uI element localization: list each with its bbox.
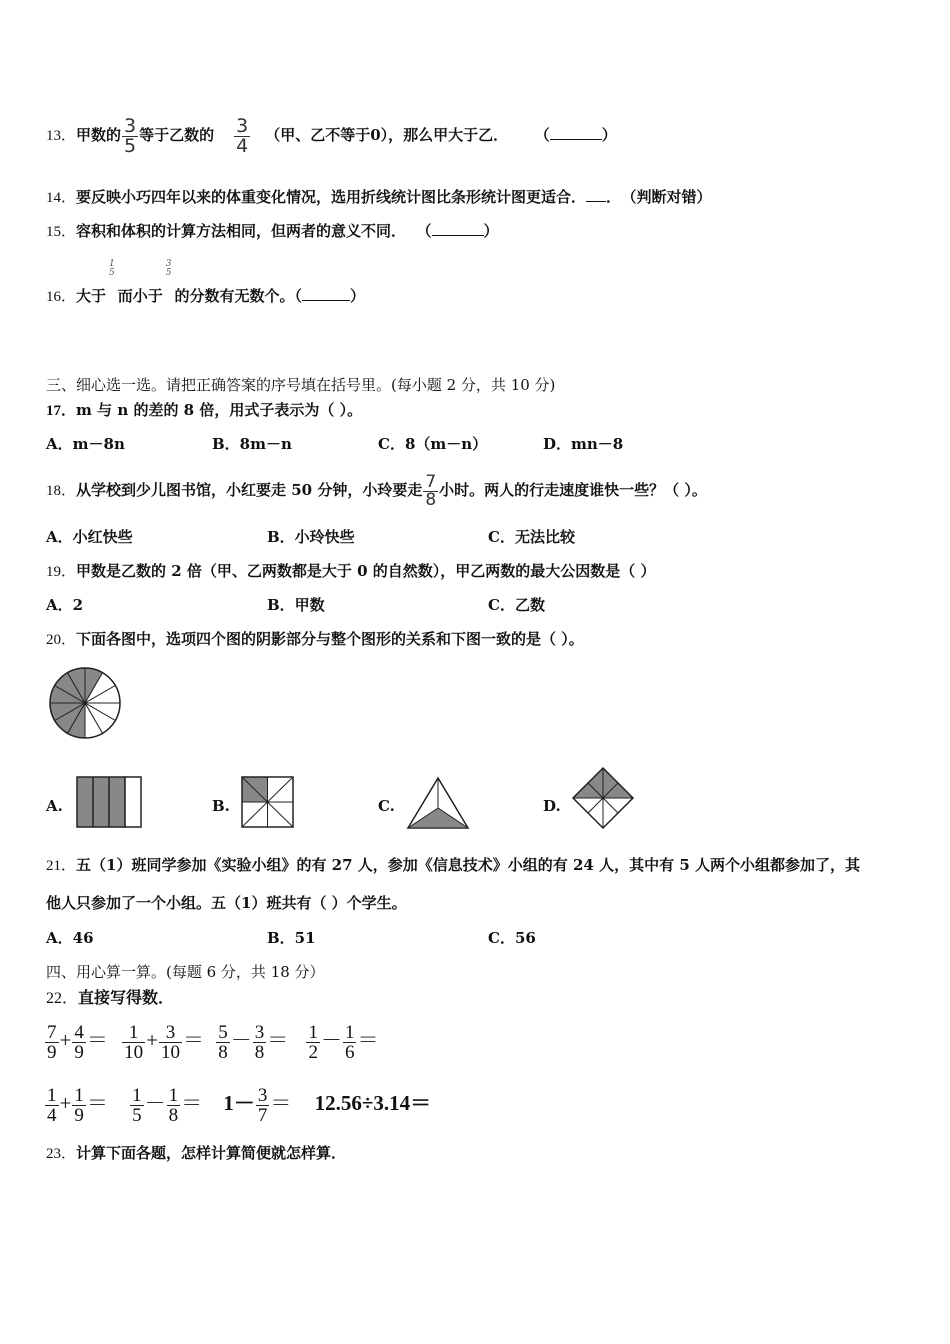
calc-item-1: $\frac{7}{9}$ + $\frac{4}{9}$ ＝ xyxy=(47,1021,108,1063)
option-c-figure[interactable] xyxy=(406,776,470,830)
option-a[interactable]: A．46 xyxy=(46,929,94,947)
option-a-figure[interactable] xyxy=(76,776,144,828)
option-a[interactable]: A．m－8n xyxy=(46,435,125,453)
answer-blank[interactable] xyxy=(432,235,484,236)
reference-circle-figure xyxy=(48,666,122,740)
fraction: $\frac{3}{5}$ xyxy=(124,114,137,157)
option-b-figure[interactable] xyxy=(241,776,295,828)
question-number: 13． xyxy=(46,128,77,144)
calc-item-2: $\frac{1}{10}$ + $\frac{3}{10}$ ＝ xyxy=(124,1021,204,1063)
question-number: 23． xyxy=(46,1146,77,1162)
question-18: 18．从学校到少儿图书馆，小红要走 50 分钟，小玲要走 $\frac{7}{8}$ 小时。两人的行走速度谁快一些？（ ）。 xyxy=(46,471,707,510)
option-b[interactable]: B．小玲快些 xyxy=(267,528,355,546)
answer-blank[interactable] xyxy=(302,300,350,301)
calc-item-4: $\frac{1}{2}$ － $\frac{1}{6}$ ＝ xyxy=(308,1021,379,1063)
option-c[interactable]: C. xyxy=(378,797,395,815)
option-a[interactable]: A．小红快些 xyxy=(46,528,133,546)
section-3-heading: 三、细心选一选。请把正确答案的序号填在括号里。(每小题 2 分，共 10 分) xyxy=(46,376,556,394)
question-number: 20． xyxy=(46,632,77,648)
question-14: 14．要反映小巧四年以来的体重变化情况，选用折线统计图比条形统计图更适合． ． （判断对错） xyxy=(46,188,712,206)
calc-item-8: 12.56÷3.14＝ xyxy=(314,1091,432,1115)
question-20: 20．下面各图中，选项四个图的阴影部分与整个图形的关系和下图一致的是（ ）。 xyxy=(46,630,584,648)
question-13: 13．甲数的 $\frac{3}{5}$ 等于乙数的 $\frac{3}{4}$ （甲、乙不等于0），那么甲大于乙． （ ） xyxy=(46,114,617,157)
answer-blank[interactable] xyxy=(550,139,602,140)
calc-row-1 xyxy=(44,1014,378,1066)
option-d[interactable]: D. xyxy=(543,797,561,815)
option-b[interactable]: B．甲数 xyxy=(267,596,325,614)
option-c[interactable]: C．乙数 xyxy=(488,596,545,614)
question-number: 21． xyxy=(46,858,77,874)
question-21-line1: 21．五（1）班同学参加《实验小组》的有 27 人，参加《信息技术》小组的有 24 人，其中有 5 人两个小组都参加了，其 xyxy=(46,856,860,874)
option-c[interactable]: C．56 xyxy=(488,929,536,947)
question-19: 19．甲数是乙数的 2 倍（甲、乙两数都是大于 0 的自然数），甲乙两数的最大公因数是（ ） xyxy=(46,562,656,580)
answer-blank[interactable] xyxy=(586,201,606,202)
question-23: 23．计算下面各题，怎样计算简便就怎样算． xyxy=(46,1144,347,1162)
question-15: 15．容积和体积的计算方法相同，但两者的意义不同． （ ） xyxy=(46,222,499,240)
question-22: 22．直接写得数． xyxy=(46,988,175,1007)
calc-item-6: $\frac{1}{5}$ － $\frac{1}{8}$ ＝ xyxy=(132,1084,203,1126)
fraction: 1 5 xyxy=(109,259,115,278)
section-4-heading: 四、用心算一算。(每题 6 分，共 18 分） xyxy=(46,963,325,981)
calc-item-5: $\frac{1}{4}$ + $\frac{1}{9}$ ＝ xyxy=(47,1084,108,1126)
question-17: 17．m 与 n 的差的 8 倍，用式子表示为（ ）。 xyxy=(46,401,363,419)
calc-item-3: $\frac{5}{8}$ － $\frac{3}{8}$ ＝ xyxy=(218,1021,289,1063)
fraction: $\frac{7}{8}$ xyxy=(425,471,437,510)
calc-row-2 xyxy=(44,1074,431,1132)
question-number: 14． xyxy=(46,190,77,206)
option-c[interactable]: C．无法比较 xyxy=(488,528,575,546)
question-number: 18． xyxy=(46,483,77,499)
option-b[interactable]: B．51 xyxy=(267,929,316,947)
calc-item-7: 1－ $\frac{3}{7}$ ＝ xyxy=(223,1084,292,1126)
question-16: 16．大于 1 5 而小于 3 5 的分数有无数个。（ ） xyxy=(46,259,366,305)
question-21-line2: 他人只参加了一个小组。五（1）班共有（ ）个学生。 xyxy=(46,894,407,912)
question-number: 17． xyxy=(46,403,77,419)
option-c[interactable]: C．8（m－n） xyxy=(378,435,488,453)
option-b[interactable]: B. xyxy=(212,797,230,815)
question-number: 15． xyxy=(46,224,77,240)
question-number: 22． xyxy=(46,990,79,1007)
option-d-figure[interactable] xyxy=(570,766,636,830)
option-a[interactable]: A. xyxy=(46,797,63,815)
question-number: 16． xyxy=(46,289,77,305)
fraction: 3 5 xyxy=(165,259,172,278)
option-d[interactable]: D．mn－8 xyxy=(543,435,624,453)
question-number: 19． xyxy=(46,564,77,580)
option-b[interactable]: B．8m－n xyxy=(212,435,292,453)
option-a[interactable]: A．2 xyxy=(46,596,84,614)
fraction: $\frac{3}{4}$ xyxy=(236,114,249,157)
